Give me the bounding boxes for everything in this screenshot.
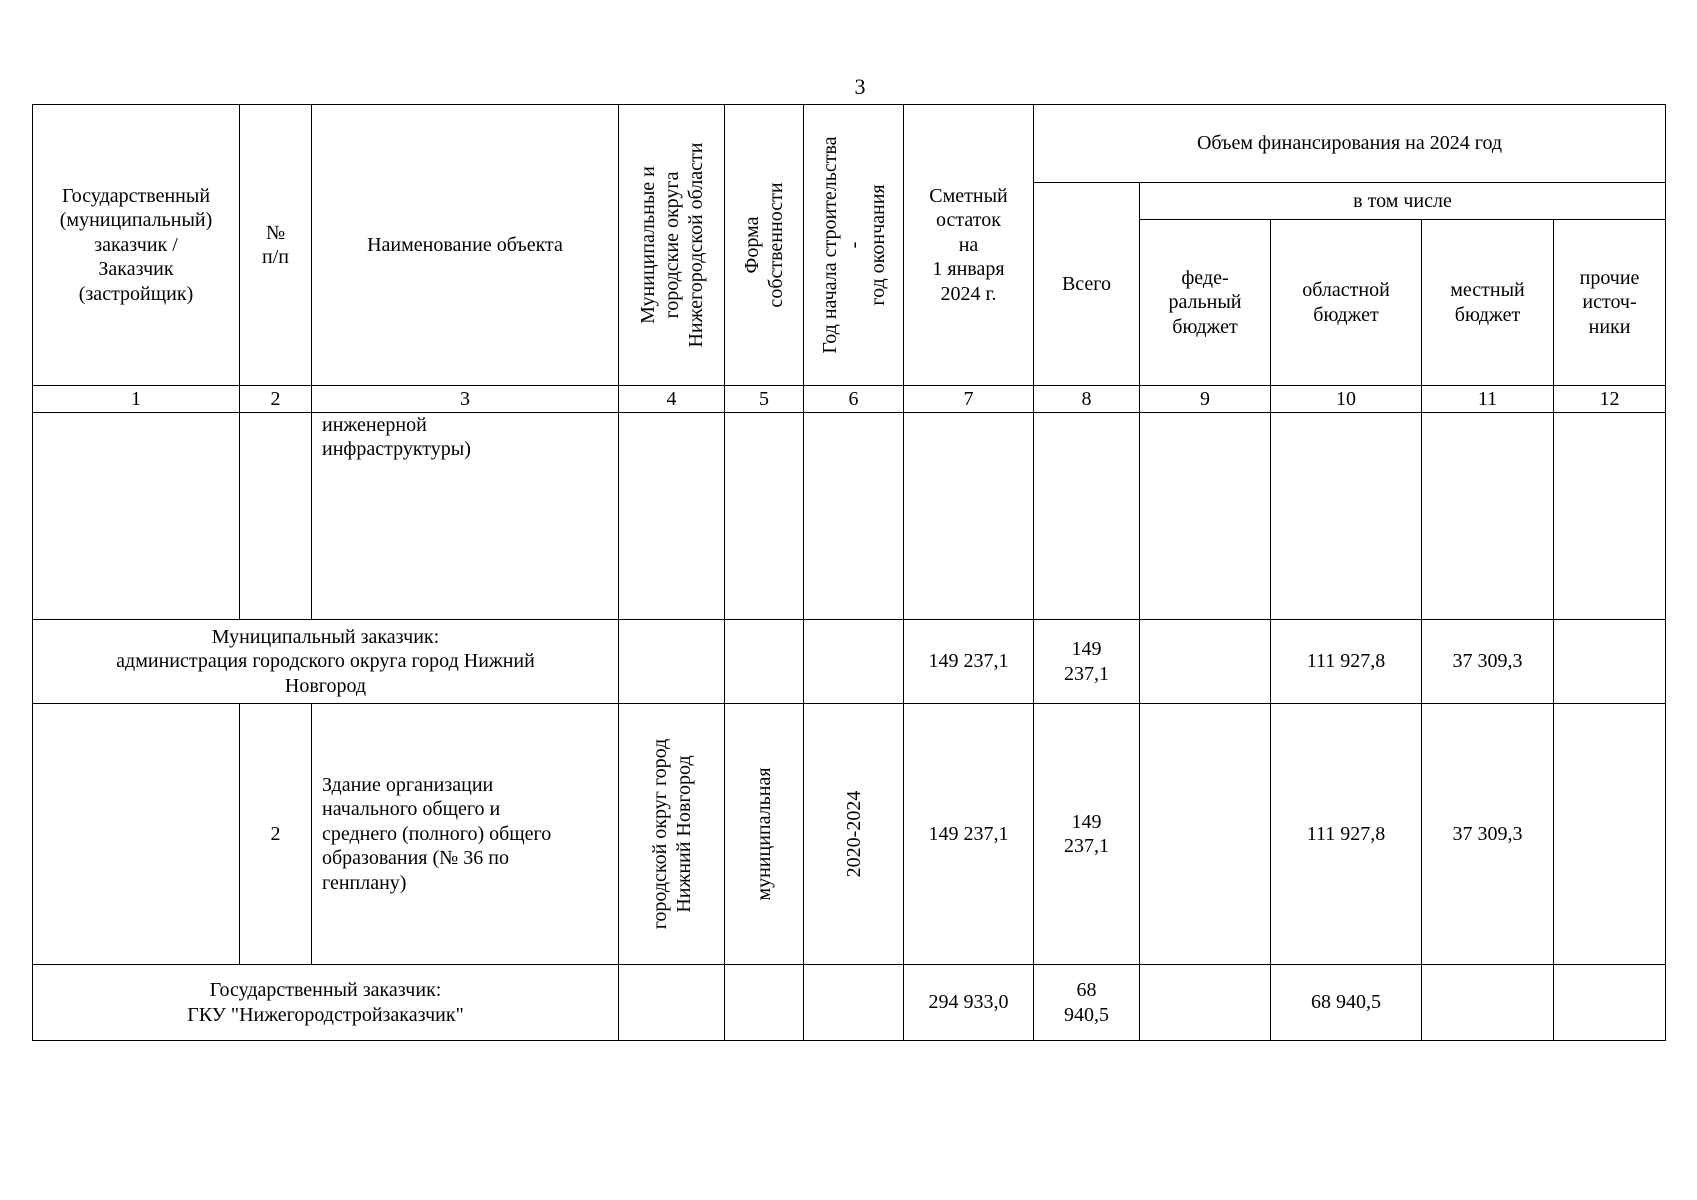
state-regional: 68 940,5 (1271, 965, 1422, 1041)
header-years: Год начала строительства - год окончания (818, 136, 889, 354)
municipal-customer-label: Муниципальный заказчик: администрация городского округа город Нижний Новгород (33, 620, 619, 704)
header-number: № п/п (240, 105, 312, 386)
cell-empty (240, 413, 312, 620)
header-object-name: Наименование объекта (312, 105, 619, 386)
header-municipality-cell (619, 105, 725, 386)
object-2-name: Здание организации начального общего и среднего (полного) общего образования (№ 36 по генплану) (312, 704, 619, 965)
column-number: 10 (1271, 386, 1422, 413)
header-federal: феде- ральный бюджет (1140, 220, 1271, 386)
header-customer: Государственный (муниципальный) заказчик / Заказчик (застройщик) (33, 105, 240, 386)
cell-empty (804, 965, 904, 1041)
cell-empty (725, 965, 804, 1041)
cell-empty (904, 413, 1034, 620)
header-ownership-cell (725, 105, 804, 386)
column-number: 8 (1034, 386, 1140, 413)
object-2-row (33, 704, 1666, 965)
header-local: местный бюджет (1422, 220, 1554, 386)
municipal-total: 149 237,1 (1034, 620, 1140, 704)
object-2-regional: 111 927,8 (1271, 704, 1422, 965)
header-row-1 (33, 105, 1666, 183)
column-number: 9 (1140, 386, 1271, 413)
cell-empty (1140, 620, 1271, 704)
cell-empty (1554, 704, 1666, 965)
cell-empty (1140, 413, 1271, 620)
cell-empty (1140, 704, 1271, 965)
column-number: 7 (904, 386, 1034, 413)
column-number: 11 (1422, 386, 1554, 413)
column-number: 1 (33, 386, 240, 413)
object-2-estimate: 149 237,1 (904, 704, 1034, 965)
municipal-regional: 111 927,8 (1271, 620, 1422, 704)
header-total: Всего (1034, 183, 1140, 386)
column-number: 6 (804, 386, 904, 413)
object-2-years-cell (804, 704, 904, 965)
cell-empty (1554, 965, 1666, 1041)
object-2-number: 2 (240, 704, 312, 965)
cell-empty (1422, 965, 1554, 1041)
column-number: 2 (240, 386, 312, 413)
continuation-row (33, 413, 1666, 620)
state-customer-label: Государственный заказчик: ГКУ "Нижегородстройзаказчик" (33, 965, 619, 1041)
municipal-estimate: 149 237,1 (904, 620, 1034, 704)
municipal-customer-row (33, 620, 1666, 704)
state-customer-row (33, 965, 1666, 1041)
header-municipality: Муниципальные и городские округа Нижегородской области (636, 142, 707, 348)
cell-empty (33, 413, 240, 620)
header-ownership: Форма собственности (741, 182, 787, 308)
cell-empty (1422, 413, 1554, 620)
object-2-municipality-cell (619, 704, 725, 965)
cell-empty (619, 965, 725, 1041)
column-number: 3 (312, 386, 619, 413)
cell-empty (1271, 413, 1422, 620)
cell-empty (1554, 620, 1666, 704)
cell-empty (725, 620, 804, 704)
cell-empty (619, 620, 725, 704)
state-total: 68 940,5 (1034, 965, 1140, 1041)
object-2-ownership-cell (725, 704, 804, 965)
object-2-total: 149 237,1 (1034, 704, 1140, 965)
cell-empty (1034, 413, 1140, 620)
header-regional: областной бюджет (1271, 220, 1422, 386)
object-2-ownership: муниципальная (753, 767, 775, 901)
object-name-continuation: инженерной инфраструктуры) (312, 413, 619, 620)
cell-empty (1554, 413, 1666, 620)
page-number: 3 (854, 74, 866, 99)
column-number: 4 (619, 386, 725, 413)
cell-empty (33, 704, 240, 965)
municipal-local: 37 309,3 (1422, 620, 1554, 704)
cell-empty (804, 413, 904, 620)
cell-empty (1140, 965, 1271, 1041)
financing-table (32, 104, 1666, 1041)
state-estimate: 294 933,0 (904, 965, 1034, 1041)
column-number: 5 (725, 386, 804, 413)
header-including: в том числе (1140, 183, 1666, 220)
header-estimate: Сметный остаток на 1 января 2024 г. (904, 105, 1034, 386)
object-2-municipality: городской округ город Нижний Новгород (648, 738, 695, 930)
header-other: прочие источ- ники (1554, 220, 1666, 386)
header-funding-title: Объем финансирования на 2024 год (1034, 105, 1666, 183)
cell-empty (619, 413, 725, 620)
column-numbers-row (33, 386, 1666, 413)
column-number: 12 (1554, 386, 1666, 413)
header-years-cell (804, 105, 904, 386)
object-2-local: 37 309,3 (1422, 704, 1554, 965)
cell-empty (725, 413, 804, 620)
object-2-years: 2020-2024 (842, 790, 865, 878)
cell-empty (804, 620, 904, 704)
